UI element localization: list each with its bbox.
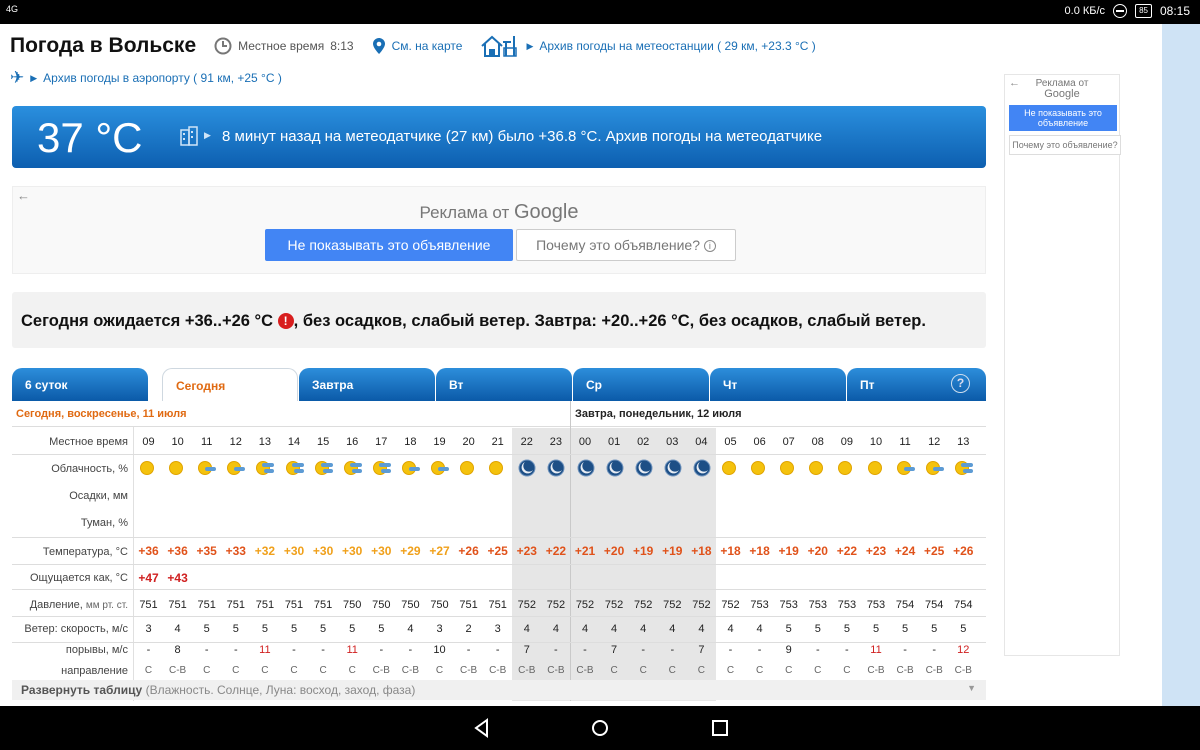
wind-speed-cell: 5: [290, 623, 298, 635]
gust-cell: 11: [346, 644, 358, 656]
gust-cell: -: [815, 644, 820, 656]
why-ad-button[interactable]: [516, 229, 736, 261]
row-label-gusts: порывы, м/с: [65, 644, 128, 656]
gust-cell: 8: [174, 644, 181, 656]
hour-cell: 20: [462, 436, 475, 448]
temperature-cell: +18: [749, 544, 770, 558]
gust-cell: 7: [611, 644, 618, 656]
gust-cell: -: [204, 644, 209, 656]
temperature-cell: +30: [342, 544, 363, 558]
gust-cell: 9: [785, 644, 792, 656]
temperature-cell: +32: [254, 544, 276, 558]
wind-direction-cell: С: [814, 665, 822, 676]
temperature-cell: +23: [516, 544, 537, 558]
side-hide-ad-button[interactable]: Не показывать это объявление: [1009, 105, 1117, 131]
temperature-cell: +22: [545, 544, 567, 558]
wind-speed-cell: 5: [960, 623, 967, 635]
temperature-cell: +18: [691, 544, 712, 558]
day-header-tomorrow: Завтра, понедельник, 12 июля: [571, 401, 986, 427]
gust-cell: -: [641, 644, 646, 656]
summary-today: Сегодня ожидается +36..+26 °C: [21, 312, 274, 330]
hour-cell: 05: [724, 436, 737, 448]
gust-cell: -: [292, 644, 296, 656]
hour-cell: 18: [404, 436, 417, 448]
wind-speed-cell: 4: [552, 623, 559, 635]
moon-icon: [517, 458, 537, 478]
wind-speed-cell: 4: [698, 623, 705, 635]
airport-archive-row: [10, 68, 282, 88]
hour-cell: 07: [782, 436, 795, 448]
temperature-cell: +21: [574, 544, 596, 558]
wind-speed-cell: 4: [640, 623, 647, 635]
pressure-cell: 751: [284, 599, 304, 611]
gust-cell: -: [903, 644, 907, 656]
expand-label: Развернуть таблицу: [21, 683, 143, 697]
google-logo: Google: [1044, 88, 1080, 100]
hour-cell: 11: [200, 436, 213, 448]
sensor-archive-link[interactable]: 8 минут назад на метеодатчике (27 км) было +36.8 °С. Архив погоды на метеодатчике: [222, 128, 823, 145]
moon-icon: [546, 458, 566, 478]
hour-cell: 11: [899, 436, 911, 448]
map-link[interactable]: См. на карте: [391, 39, 463, 53]
pressure-cell: 750: [430, 599, 449, 611]
wind-speed-cell: 5: [814, 623, 821, 635]
tab-6-days[interactable]: 6 суток: [12, 368, 148, 401]
pressure-cell: 751: [488, 599, 507, 611]
wind-speed-cell: 4: [611, 623, 618, 635]
row-divider: [12, 589, 986, 590]
sun-clouds-icon: [255, 458, 275, 478]
summary-rest: , без осадков, слабый ветер. Завтра: +20..+26 °C, без осадков, слабый ветер.: [293, 312, 926, 330]
moon-icon: [576, 458, 596, 478]
hour-cell: 12: [229, 436, 242, 448]
temperature-cell: +20: [807, 544, 828, 558]
wind-speed-cell: 3: [494, 623, 501, 635]
chevron-down-icon: ▼: [967, 683, 976, 693]
gust-cell: -: [408, 644, 413, 656]
wind-direction-cell: С-В: [547, 665, 565, 676]
hour-cell: 09: [840, 436, 854, 448]
temperature-cell: +25: [924, 544, 945, 558]
hour-cell: 00: [578, 436, 592, 448]
temperature-cell: +30: [312, 544, 334, 558]
wind-direction-cell: С: [348, 665, 356, 676]
back-arrow-icon[interactable]: ←: [1009, 77, 1020, 89]
pressure-cell: 753: [866, 599, 886, 611]
tab-today[interactable]: Сегодня: [162, 368, 298, 401]
wind-speed-cell: 5: [872, 623, 880, 635]
pressure-cell: 753: [837, 599, 857, 611]
row-label-fog: Туман, %: [80, 517, 128, 529]
sun-cloud-icon: [925, 458, 945, 478]
temperature-cell: +36: [138, 544, 159, 558]
pressure-cell: 753: [779, 599, 798, 611]
info-icon: i: [704, 240, 716, 252]
ad-block: [12, 186, 986, 274]
sun-icon: [808, 458, 828, 478]
row-label-time: Местное время: [49, 436, 128, 448]
forecast-summary: [12, 292, 986, 348]
wind-speed-cell: 5: [931, 623, 938, 635]
sun-cloud-icon: [197, 458, 217, 478]
battery-icon: 85: [1135, 4, 1152, 18]
hourly-forecast-table: [12, 401, 986, 701]
hour-cell: 15: [316, 436, 330, 448]
airport-archive-link[interactable]: Архив погоды в аэропорту ( 91 км, +25 °C ): [43, 71, 282, 85]
pressure-cell: 752: [546, 599, 566, 611]
temperature-cell: +30: [283, 544, 305, 558]
pressure-cell: 754: [954, 599, 973, 611]
hour-cell: 12: [928, 436, 941, 448]
row-label-temp: Температура, °C: [42, 546, 128, 558]
hour-cell: 03: [666, 436, 679, 448]
wind-speed-cell: 5: [378, 623, 385, 635]
page-header: [10, 34, 816, 58]
wind-direction-cell: С: [755, 665, 764, 676]
wind-speed-cell: 5: [349, 623, 356, 635]
feels-like-cell: +43: [167, 571, 188, 585]
wind-direction-cell: С: [319, 665, 327, 676]
pressure-cell: 752: [663, 599, 682, 611]
hour-cell: 04: [695, 436, 708, 448]
local-time-label: Местное время: [238, 39, 325, 53]
gust-cell: -: [321, 644, 325, 656]
pressure-cell: 751: [226, 599, 245, 611]
heat-warning-icon[interactable]: !: [278, 313, 294, 329]
wind-speed-cell: 4: [523, 623, 530, 635]
wind-direction-cell: С: [610, 665, 618, 676]
temperature-cell: +22: [836, 544, 858, 558]
side-ad-label: Реклама от: [1035, 78, 1089, 89]
gust-cell: 10: [433, 644, 446, 656]
wind-direction-cell: С: [668, 665, 676, 676]
row-divider: [12, 616, 986, 617]
day-tabs: [12, 368, 986, 401]
temperature-cell: +30: [371, 544, 392, 558]
row-divider: [12, 642, 986, 643]
sun-cloud-icon: [226, 458, 246, 478]
wind-direction-cell: С: [726, 665, 735, 676]
gust-cell: 7: [523, 644, 530, 656]
pressure-cell: 751: [459, 599, 478, 611]
wind-direction-cell: С: [639, 665, 647, 676]
sun-icon: [867, 458, 887, 478]
airplane-icon: ✈: [10, 68, 25, 87]
hour-cell: 23: [549, 436, 563, 448]
gust-cell: -: [379, 644, 384, 656]
temperature-cell: +27: [429, 544, 450, 558]
sun-clouds-icon: [285, 458, 305, 478]
sun-icon: [750, 458, 770, 478]
tab-tuesday[interactable]: Вт: [436, 368, 572, 401]
wind-direction-cell: С-В: [401, 665, 419, 676]
wind-direction-cell: С: [144, 665, 153, 676]
weather-station-icon: [480, 34, 520, 58]
gust-cell: 7: [698, 644, 705, 656]
pressure-cell: 751: [197, 599, 216, 611]
temperature-cell: +26: [458, 544, 479, 558]
gust-cell: -: [757, 644, 762, 656]
row-divider: [12, 564, 986, 565]
pressure-cell: 750: [401, 599, 420, 611]
gust-cell: -: [670, 644, 675, 656]
sun-icon: [837, 458, 857, 478]
building-icon: [180, 126, 198, 146]
temperature-cell: +36: [167, 544, 188, 558]
hour-cell: 09: [142, 436, 155, 448]
row-divider: [12, 454, 986, 455]
moon-icon: [634, 458, 654, 478]
gust-cell: -: [932, 644, 937, 656]
gust-cell: -: [583, 644, 587, 656]
wind-direction-cell: С: [203, 665, 211, 676]
right-margin: [1162, 24, 1200, 706]
moon-icon: [692, 458, 712, 478]
wind-speed-cell: 2: [465, 623, 472, 635]
wind-direction-cell: С-В: [372, 665, 390, 676]
pressure-cell: 754: [895, 599, 915, 611]
weather-page: [0, 24, 1162, 706]
temperature-cell: +19: [778, 544, 799, 558]
wind-speed-cell: 4: [581, 623, 589, 635]
google-logo: Google: [514, 201, 579, 223]
clock: 08:15: [1159, 4, 1190, 18]
temperature-cell: +35: [196, 544, 217, 558]
hour-cell: 01: [607, 436, 621, 448]
row-label-feels: Ощущается как, °C: [29, 572, 128, 584]
page-title: Погода в Вольске: [10, 34, 197, 57]
row-label-clouds: Облачность, %: [51, 463, 128, 475]
sun-icon: [721, 458, 741, 478]
tab-wednesday[interactable]: Ср: [573, 368, 709, 401]
current-temperature: 37 °C: [37, 114, 143, 161]
local-time-value: 8:13: [330, 39, 354, 53]
temperature-cell: +18: [720, 544, 741, 558]
wind-direction-cell: С-В: [896, 665, 914, 676]
do-not-disturb-icon: [1113, 4, 1127, 18]
wind-direction-cell: С: [261, 665, 269, 676]
wind-direction-cell: С: [232, 665, 240, 676]
day-header-today: Сегодня, воскресенье, 11 июля: [12, 401, 570, 427]
sun-cloud-icon: [401, 458, 421, 478]
gust-cell: 11: [259, 644, 271, 656]
wind-direction-cell: С: [697, 665, 705, 676]
hour-cell: 10: [869, 436, 883, 448]
tab-friday[interactable]: Пт ?: [847, 368, 986, 401]
gust-cell: -: [466, 644, 471, 656]
sun-icon: [488, 458, 508, 478]
wind-direction-cell: С-В: [954, 665, 972, 676]
pressure-cell: 752: [575, 599, 595, 611]
wind-speed-cell: 4: [669, 623, 676, 635]
gust-cell: -: [845, 644, 849, 656]
hour-cell: 17: [375, 436, 388, 448]
temperature-cell: +24: [894, 544, 916, 558]
wind-speed-cell: 5: [843, 623, 850, 635]
wind-direction-cell: С-В: [867, 665, 885, 676]
moon-icon: [605, 458, 625, 478]
sun-clouds-icon: [954, 458, 974, 478]
tab-tomorrow[interactable]: Завтра: [299, 368, 435, 401]
temperature-cell: +23: [865, 544, 887, 558]
net-speed: 0.0 КБ/с: [1064, 5, 1106, 17]
why-ad-label: Почему это объявление?: [536, 237, 701, 253]
pressure-cell: 751: [255, 599, 275, 611]
hour-cell: 16: [346, 436, 359, 448]
temperature-cell: +26: [953, 544, 974, 558]
gust-cell: -: [495, 644, 500, 656]
hide-ad-button[interactable]: Не показывать это объявление: [265, 229, 513, 261]
recents-icon[interactable]: [710, 718, 730, 738]
pressure-cell: 750: [372, 599, 391, 611]
hour-cell: 06: [753, 436, 766, 448]
temperature-cell: +29: [400, 544, 421, 558]
wind-speed-cell: 5: [785, 623, 792, 635]
expand-sublabel: (Влажность. Солнце, Луна: восход, заход, фаза): [145, 683, 416, 697]
pressure-cell: 752: [721, 599, 740, 611]
hour-cell: 19: [433, 436, 446, 448]
sun-cloud-icon: [430, 458, 450, 478]
status-bar: [0, 0, 1200, 24]
temperature-cell: +19: [633, 544, 654, 558]
gust-cell: -: [146, 644, 151, 656]
sun-icon: [139, 458, 159, 478]
hour-cell: 21: [491, 436, 504, 448]
pressure-cell: 754: [925, 599, 944, 611]
wind-direction-cell: С: [435, 665, 444, 676]
gust-cell: -: [728, 644, 733, 656]
wind-speed-cell: 4: [407, 623, 414, 635]
wind-speed-cell: 5: [902, 623, 909, 635]
clock-icon: [214, 37, 232, 55]
feels-like-cell: +47: [138, 571, 159, 585]
hour-cell: 08: [811, 436, 824, 448]
arrow-right-icon: ▶: [526, 40, 534, 51]
wind-direction-cell: С-В: [925, 665, 943, 676]
help-icon[interactable]: ?: [951, 374, 970, 393]
row-label-direction: направление: [61, 665, 128, 677]
wind-direction-cell: С: [290, 665, 298, 676]
sun-clouds-icon: [343, 458, 363, 478]
wind-speed-cell: 5: [320, 623, 327, 635]
sun-clouds-icon: [372, 458, 392, 478]
wind-speed-cell: 3: [436, 623, 443, 635]
pressure-cell: 752: [634, 599, 653, 611]
hour-cell: 13: [957, 436, 970, 448]
row-label-pressure: Давление, мм рт. ст.: [29, 599, 128, 611]
hour-cell: 14: [287, 436, 301, 448]
signal-icon: 4G: [6, 4, 19, 14]
tab-thursday[interactable]: Чт: [710, 368, 846, 401]
pressure-cell: 751: [313, 599, 333, 611]
pressure-cell: 753: [808, 599, 827, 611]
map-pin-icon: [372, 37, 386, 55]
side-ad-block: [1004, 74, 1120, 656]
back-arrow-icon[interactable]: ←: [17, 188, 30, 203]
wind-speed-cell: 5: [203, 623, 210, 635]
sun-icon: [779, 458, 799, 478]
android-nav-bar: [0, 706, 1200, 750]
sun-cloud-icon: [896, 458, 916, 478]
pressure-cell: 750: [343, 599, 362, 611]
wind-direction-cell: С-В: [459, 665, 478, 676]
moon-icon: [663, 458, 683, 478]
sun-clouds-icon: [314, 458, 334, 478]
current-weather-banner: [12, 106, 986, 168]
pressure-cell: 752: [692, 599, 711, 611]
temperature-cell: +33: [225, 544, 246, 558]
wind-direction-cell: С-В: [489, 665, 507, 676]
hour-cell: 13: [258, 436, 272, 448]
wind-speed-cell: 3: [145, 623, 152, 635]
wind-direction-cell: С: [785, 665, 793, 676]
hour-cell: 10: [171, 436, 184, 448]
gust-cell: -: [554, 644, 558, 656]
pressure-cell: 751: [168, 599, 187, 611]
sun-icon: [168, 458, 188, 478]
pressure-cell: 752: [604, 599, 624, 611]
row-label-wind: Ветер: скорость, м/с: [24, 623, 128, 635]
hour-cell: 22: [520, 436, 533, 448]
arrow-right-icon: ▶: [30, 72, 38, 83]
temperature-cell: +20: [603, 544, 625, 558]
wind-speed-cell: 4: [756, 623, 763, 635]
expand-table-button[interactable]: [12, 680, 986, 700]
home-icon[interactable]: [590, 718, 610, 738]
gust-cell: -: [233, 644, 238, 656]
row-label-precip: Осадки, мм: [69, 490, 128, 502]
sun-icon: [459, 458, 479, 478]
wind-speed-cell: 5: [261, 623, 268, 635]
arrow-right-icon: ▶: [204, 130, 211, 140]
wind-speed-cell: 4: [727, 623, 734, 635]
wind-direction-cell: С: [843, 665, 851, 676]
pressure-cell: 751: [139, 599, 158, 611]
wind-direction-cell: С-В: [576, 665, 594, 676]
wind-speed-cell: 4: [174, 623, 181, 635]
temperature-cell: +19: [662, 544, 683, 558]
wind-speed-cell: 5: [232, 623, 239, 635]
hour-cell: 02: [637, 436, 650, 448]
wind-direction-cell: С-В: [168, 665, 187, 676]
station-archive-link[interactable]: Архив погоды на метеостанции ( 29 км, +23.3 °C ): [539, 39, 816, 53]
pressure-cell: 752: [517, 599, 536, 611]
side-why-ad-button[interactable]: Почему это объявление?: [1009, 135, 1121, 155]
wind-direction-cell: С-В: [518, 665, 536, 676]
back-icon[interactable]: [472, 718, 492, 738]
pressure-cell: 753: [750, 599, 769, 611]
gust-cell: 12: [957, 644, 970, 656]
temperature-cell: +25: [487, 544, 508, 558]
ad-label: Реклама от: [419, 203, 510, 222]
gust-cell: 11: [870, 644, 882, 656]
row-divider: [12, 537, 986, 538]
